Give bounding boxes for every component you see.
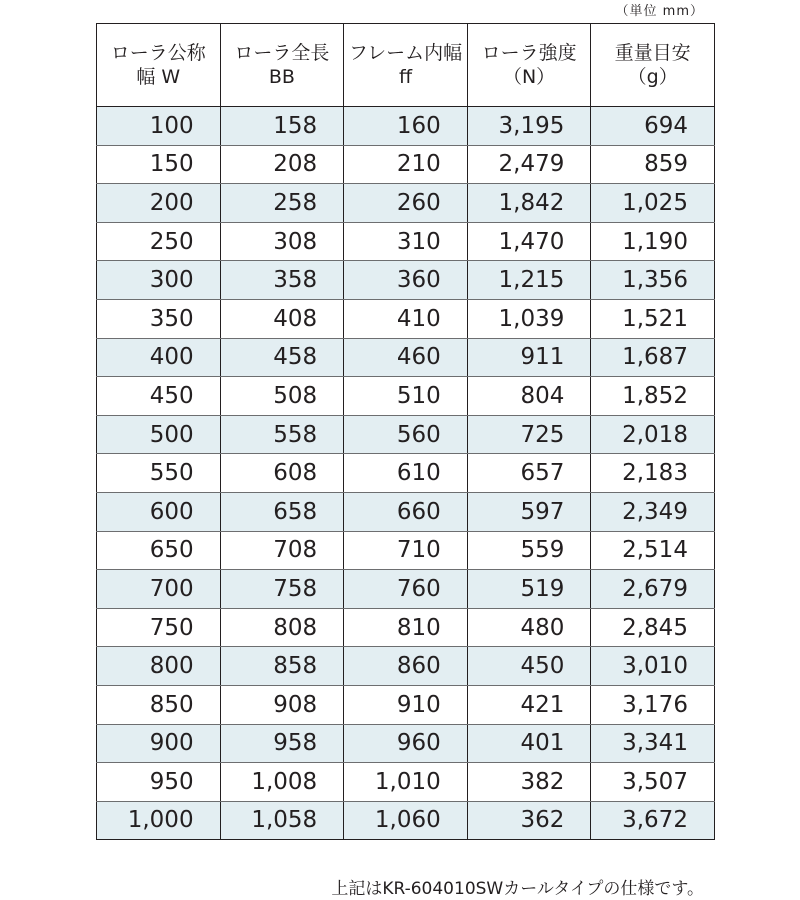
table-cell-weight-estimate: 3,672 [591, 801, 715, 840]
table-row [97, 145, 715, 184]
table-cell-roller-strength: 401 [467, 724, 591, 763]
table-cell-roller-strength: 2,479 [467, 145, 591, 184]
table-cell-weight-estimate: 1,521 [591, 299, 715, 338]
footnote: 上記はKR-604010SWカールタイプの仕様です。 [331, 879, 704, 899]
table-cell-nominal-width: 500 [97, 415, 221, 454]
table-cell-roller-strength: 450 [467, 647, 591, 686]
column-header-line1: ローラ強度 [481, 42, 577, 64]
table-cell-roller-strength: 1,842 [467, 184, 591, 223]
column-header-line2: 幅 W [136, 66, 181, 88]
table-cell-total-length: 258 [220, 184, 344, 223]
table-row [97, 801, 715, 840]
table-cell-roller-strength: 421 [467, 685, 591, 724]
table-cell-total-length: 358 [220, 261, 344, 300]
table-cell-roller-strength: 362 [467, 801, 591, 840]
table-cell-roller-strength: 382 [467, 763, 591, 802]
column-header-frame-inner-width [344, 24, 468, 107]
table-row [97, 647, 715, 686]
table-cell-nominal-width: 750 [97, 608, 221, 647]
table-cell-nominal-width: 400 [97, 338, 221, 377]
table-cell-weight-estimate: 1,190 [591, 222, 715, 261]
column-header-line1: フレーム内幅 [348, 42, 463, 64]
table-row [97, 377, 715, 416]
table-row [97, 415, 715, 454]
column-header-line2: （N） [502, 66, 556, 88]
table-cell-total-length: 808 [220, 608, 344, 647]
table-cell-weight-estimate: 3,341 [591, 724, 715, 763]
spec-table-body [97, 107, 715, 840]
table-cell-frame-inner-width: 1,010 [344, 763, 468, 802]
table-row [97, 299, 715, 338]
column-header-total-length [220, 24, 344, 107]
table-cell-frame-inner-width: 1,060 [344, 801, 468, 840]
table-cell-roller-strength: 911 [467, 338, 591, 377]
table-cell-nominal-width: 1,000 [97, 801, 221, 840]
table-cell-frame-inner-width: 260 [344, 184, 468, 223]
table-row [97, 454, 715, 493]
table-cell-total-length: 408 [220, 299, 344, 338]
table-cell-nominal-width: 550 [97, 454, 221, 493]
table-cell-frame-inner-width: 660 [344, 492, 468, 531]
table-cell-weight-estimate: 3,176 [591, 685, 715, 724]
table-cell-frame-inner-width: 410 [344, 299, 468, 338]
table-cell-roller-strength: 559 [467, 531, 591, 570]
table-cell-nominal-width: 100 [97, 107, 221, 146]
table-cell-nominal-width: 850 [97, 685, 221, 724]
table-row [97, 107, 715, 146]
table-cell-nominal-width: 700 [97, 570, 221, 609]
table-cell-weight-estimate: 1,356 [591, 261, 715, 300]
table-cell-total-length: 858 [220, 647, 344, 686]
column-header-weight-estimate [591, 24, 715, 107]
table-cell-total-length: 508 [220, 377, 344, 416]
table-row [97, 222, 715, 261]
table-row [97, 570, 715, 609]
header-row [97, 24, 715, 107]
table-cell-weight-estimate: 859 [591, 145, 715, 184]
table-row [97, 763, 715, 802]
table-row [97, 724, 715, 763]
table-cell-frame-inner-width: 510 [344, 377, 468, 416]
table-cell-weight-estimate: 3,507 [591, 763, 715, 802]
table-cell-nominal-width: 900 [97, 724, 221, 763]
table-cell-nominal-width: 150 [97, 145, 221, 184]
table-cell-nominal-width: 300 [97, 261, 221, 300]
table-cell-weight-estimate: 694 [591, 107, 715, 146]
column-header-line2: （g） [627, 66, 678, 88]
table-cell-weight-estimate: 1,025 [591, 184, 715, 223]
table-cell-weight-estimate: 1,852 [591, 377, 715, 416]
column-header-line1: 重量目安 [614, 42, 691, 64]
column-header-nominal-width [97, 24, 221, 107]
table-cell-nominal-width: 800 [97, 647, 221, 686]
table-cell-nominal-width: 950 [97, 763, 221, 802]
table-row [97, 338, 715, 377]
table-cell-frame-inner-width: 360 [344, 261, 468, 300]
table-cell-frame-inner-width: 960 [344, 724, 468, 763]
table-cell-total-length: 708 [220, 531, 344, 570]
table-cell-frame-inner-width: 810 [344, 608, 468, 647]
table-cell-frame-inner-width: 860 [344, 647, 468, 686]
table-cell-frame-inner-width: 760 [344, 570, 468, 609]
table-cell-frame-inner-width: 210 [344, 145, 468, 184]
table-cell-nominal-width: 450 [97, 377, 221, 416]
column-header-line2: BB [268, 66, 295, 88]
table-cell-total-length: 1,008 [220, 763, 344, 802]
table-cell-frame-inner-width: 560 [344, 415, 468, 454]
table-cell-weight-estimate: 1,687 [591, 338, 715, 377]
table-cell-nominal-width: 200 [97, 184, 221, 223]
table-cell-frame-inner-width: 710 [344, 531, 468, 570]
table-cell-total-length: 558 [220, 415, 344, 454]
table-cell-weight-estimate: 3,010 [591, 647, 715, 686]
table-cell-total-length: 908 [220, 685, 344, 724]
table-cell-roller-strength: 3,195 [467, 107, 591, 146]
table-cell-nominal-width: 650 [97, 531, 221, 570]
unit-note: （単位 mm） [615, 4, 704, 19]
table-cell-roller-strength: 1,039 [467, 299, 591, 338]
table-cell-roller-strength: 657 [467, 454, 591, 493]
table-cell-weight-estimate: 2,183 [591, 454, 715, 493]
table-cell-nominal-width: 350 [97, 299, 221, 338]
table-cell-total-length: 158 [220, 107, 344, 146]
table-cell-nominal-width: 250 [97, 222, 221, 261]
table-cell-total-length: 608 [220, 454, 344, 493]
table-cell-weight-estimate: 2,349 [591, 492, 715, 531]
column-header-line1: ローラ全長 [234, 42, 330, 64]
table-row [97, 531, 715, 570]
spec-table-header [97, 24, 715, 107]
table-cell-weight-estimate: 2,514 [591, 531, 715, 570]
table-cell-frame-inner-width: 460 [344, 338, 468, 377]
table-cell-frame-inner-width: 160 [344, 107, 468, 146]
table-cell-total-length: 308 [220, 222, 344, 261]
table-cell-weight-estimate: 2,018 [591, 415, 715, 454]
table-cell-weight-estimate: 2,679 [591, 570, 715, 609]
table-cell-roller-strength: 725 [467, 415, 591, 454]
table-row [97, 184, 715, 223]
table-row [97, 685, 715, 724]
table-cell-total-length: 958 [220, 724, 344, 763]
table-cell-weight-estimate: 2,845 [591, 608, 715, 647]
column-header-line1: ローラ公称 [110, 42, 206, 64]
column-header-roller-strength [467, 24, 591, 107]
table-cell-roller-strength: 804 [467, 377, 591, 416]
column-header-line2: ff [398, 66, 413, 88]
table-cell-total-length: 758 [220, 570, 344, 609]
table-cell-roller-strength: 597 [467, 492, 591, 531]
table-cell-total-length: 1,058 [220, 801, 344, 840]
spec-table [96, 23, 715, 840]
table-cell-frame-inner-width: 310 [344, 222, 468, 261]
table-cell-total-length: 458 [220, 338, 344, 377]
table-cell-total-length: 208 [220, 145, 344, 184]
table-row [97, 261, 715, 300]
table-row [97, 492, 715, 531]
table-row [97, 608, 715, 647]
table-cell-roller-strength: 480 [467, 608, 591, 647]
table-cell-total-length: 658 [220, 492, 344, 531]
table-cell-frame-inner-width: 610 [344, 454, 468, 493]
table-cell-roller-strength: 1,470 [467, 222, 591, 261]
table-cell-roller-strength: 1,215 [467, 261, 591, 300]
table-cell-nominal-width: 600 [97, 492, 221, 531]
table-cell-roller-strength: 519 [467, 570, 591, 609]
table-cell-frame-inner-width: 910 [344, 685, 468, 724]
